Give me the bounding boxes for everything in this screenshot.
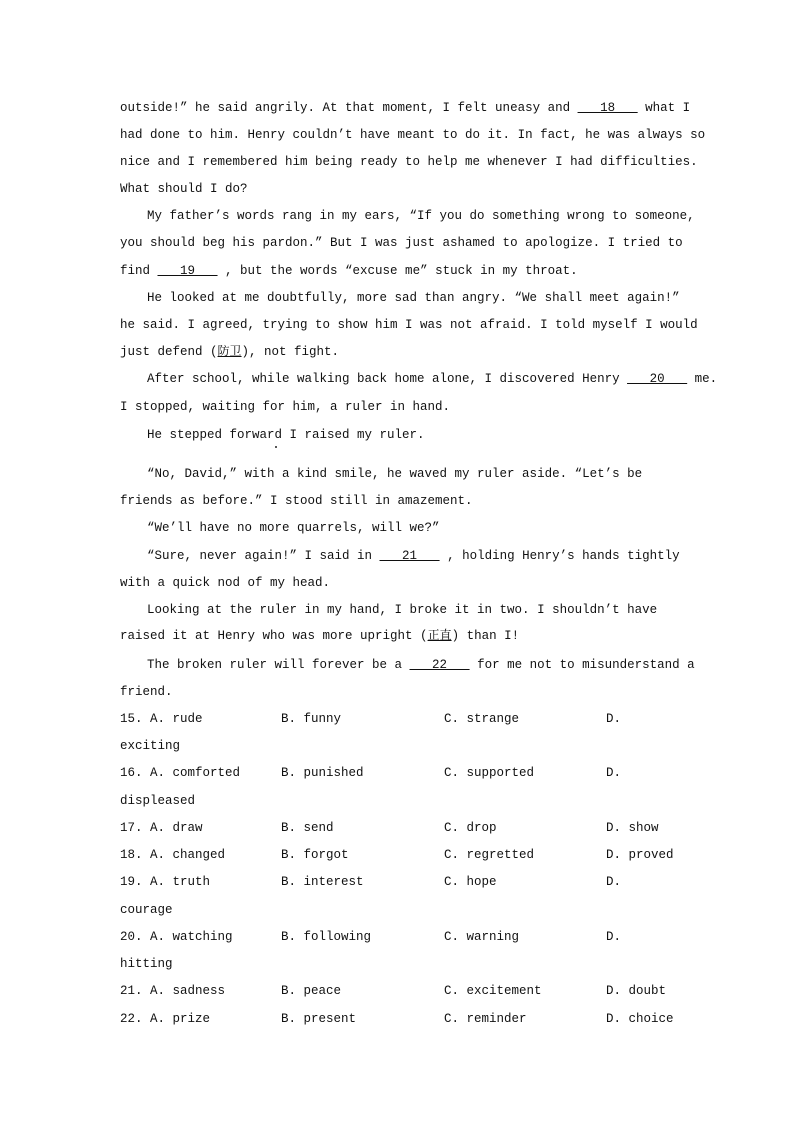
q19-option-c: C. hope bbox=[444, 875, 497, 889]
q19-option-a: 19. A. truth bbox=[120, 875, 211, 889]
text: for me not to misunderstand a bbox=[469, 658, 695, 672]
passage-line: What should I do? bbox=[120, 182, 248, 196]
passage-line: Looking at the ruler in my hand, I broke it in two. I shouldn’t have bbox=[147, 603, 658, 617]
q16-option-b: B. punished bbox=[281, 766, 364, 780]
passage-line: nice and I remembered him being ready to help me whenever I had difficulties. bbox=[120, 155, 698, 169]
q15-option-a: 15. A. rude bbox=[120, 712, 203, 726]
q22-option-a: 22. A. prize bbox=[120, 1012, 211, 1026]
q15-option-c: C. strange bbox=[444, 712, 520, 726]
q20-option-d: D. bbox=[606, 930, 622, 944]
passage-line: “We’ll have no more quarrels, will we?” bbox=[147, 521, 440, 535]
q19-option-b: B. interest bbox=[281, 875, 364, 889]
passage-line: had done to him. Henry couldn’t have meant to do it. In fact, he was always so bbox=[120, 128, 706, 142]
q16-option-a: 16. A. comforted bbox=[120, 766, 241, 780]
blank-18: ___18___ bbox=[577, 101, 638, 115]
passage-line: friends as before.” I stood still in amazement. bbox=[120, 494, 473, 508]
q18-option-b: B. forgot bbox=[281, 848, 349, 862]
q22-option-c: C. reminder bbox=[444, 1012, 527, 1026]
blank-20: ___20___ bbox=[627, 372, 688, 386]
passage-line: with a quick nod of my head. bbox=[120, 576, 331, 590]
q18-option-c: C. regretted bbox=[444, 848, 535, 862]
text: find bbox=[120, 264, 158, 278]
stray-dot bbox=[275, 446, 277, 448]
text: ) than I! bbox=[451, 629, 520, 643]
text: After school, while walking back home alone, I discovered Henry bbox=[147, 372, 628, 386]
q20-option-c: C. warning bbox=[444, 930, 520, 944]
q21-option-b: B. peace bbox=[281, 984, 342, 998]
text: me. bbox=[687, 372, 718, 386]
q17-option-d: D. show bbox=[606, 821, 659, 835]
passage-line: friend. bbox=[120, 685, 173, 699]
q16-option-c: C. supported bbox=[444, 766, 535, 780]
q15-option-b: B. funny bbox=[281, 712, 342, 726]
passage-line bbox=[147, 548, 680, 564]
passage-line bbox=[120, 627, 519, 644]
q16-option-d-text: displeased bbox=[120, 794, 196, 808]
q20-option-d-text: hitting bbox=[120, 957, 173, 971]
q21-option-d: D. doubt bbox=[606, 984, 667, 998]
chinese-gloss: 正直 bbox=[427, 628, 452, 642]
q15-option-d: D. bbox=[606, 712, 622, 726]
blank-21: ___21___ bbox=[379, 549, 440, 563]
text: what I bbox=[637, 101, 691, 115]
text: “Sure, never again!” I said in bbox=[147, 549, 380, 563]
q15-option-d-text: exciting bbox=[120, 739, 181, 753]
passage-line: you should beg his pardon.” But I was just ashamed to apologize. I tried to bbox=[120, 236, 683, 250]
passage-line bbox=[120, 100, 690, 116]
q18-option-a: 18. A. changed bbox=[120, 848, 226, 862]
q18-option-d: D. proved bbox=[606, 848, 674, 862]
text: outside!” he said angrily. At that moment, I felt uneasy and bbox=[120, 101, 578, 115]
passage-line bbox=[147, 657, 695, 673]
passage-line: he said. I agreed, trying to show him I was not afraid. I told myself I would bbox=[120, 318, 698, 332]
passage-line bbox=[147, 371, 717, 387]
text: raised it at Henry who was more upright ( bbox=[120, 629, 428, 643]
q22-option-d: D. choice bbox=[606, 1012, 674, 1026]
q17-option-c: C. drop bbox=[444, 821, 497, 835]
q20-option-b: B. following bbox=[281, 930, 372, 944]
passage-line: He looked at me doubtfully, more sad than angry. “We shall meet again!” bbox=[147, 291, 680, 305]
text: The broken ruler will forever be a bbox=[147, 658, 410, 672]
q21-option-a: 21. A. sadness bbox=[120, 984, 226, 998]
q20-option-a: 20. A. watching bbox=[120, 930, 233, 944]
blank-22: ___22___ bbox=[409, 658, 470, 672]
blank-19: ___19___ bbox=[157, 264, 218, 278]
q16-option-d: D. bbox=[606, 766, 622, 780]
chinese-gloss: 防卫 bbox=[217, 344, 242, 358]
passage-line: I stopped, waiting for him, a ruler in hand. bbox=[120, 400, 451, 414]
q22-option-b: B. present bbox=[281, 1012, 357, 1026]
q19-option-d-text: courage bbox=[120, 903, 173, 917]
text: ), not fight. bbox=[241, 345, 340, 359]
passage-line: He stepped forward I raised my ruler. bbox=[147, 428, 425, 442]
passage-line bbox=[120, 263, 578, 279]
text: just defend ( bbox=[120, 345, 218, 359]
q17-option-a: 17. A. draw bbox=[120, 821, 203, 835]
q17-option-b: B. send bbox=[281, 821, 334, 835]
text: , but the words “excuse me” stuck in my throat. bbox=[217, 264, 578, 278]
passage-line: “No, David,” with a kind smile, he waved my ruler aside. “Let’s be bbox=[147, 467, 643, 481]
q21-option-c: C. excitement bbox=[444, 984, 542, 998]
passage-line: My father’s words rang in my ears, “If you do something wrong to someone, bbox=[147, 209, 695, 223]
q19-option-d: D. bbox=[606, 875, 622, 889]
text: , holding Henry’s hands tightly bbox=[439, 549, 680, 563]
passage-line bbox=[120, 343, 339, 360]
